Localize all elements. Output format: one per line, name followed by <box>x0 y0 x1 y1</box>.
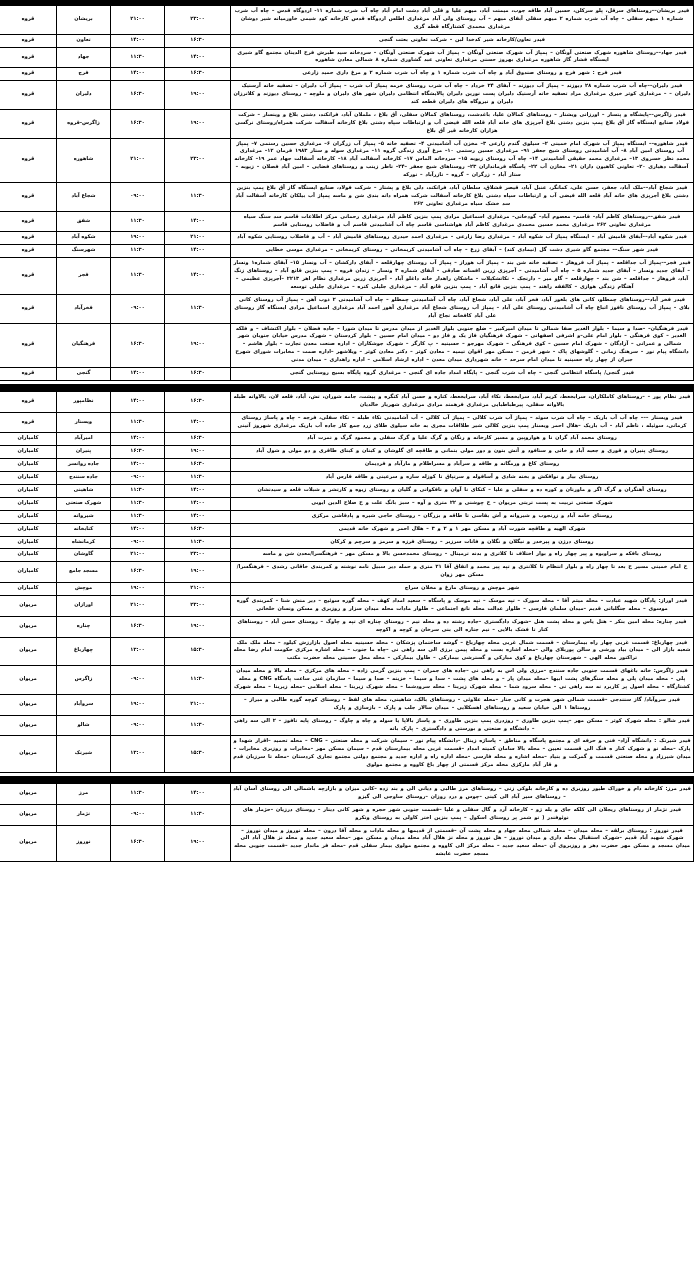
outage-end-time: ۲۱:۰۰ <box>165 583 231 596</box>
city-name: کامیاران <box>0 536 57 549</box>
outage-end-time: ۱۱:۳۰ <box>165 472 231 485</box>
outage-area-description: فیدر مرز: کارخانه دام و خوراک طیور روزبری ده و کارخانه بلوکی زنی – روستاهای مرز طالبی و دیانی الی و بند زده –کانی میزان و بازارچه باشمالی الی روستای آسان آباد – روستاهای سیر آباد الی کینی –چوس و درد روزان –روستای ساوجی الی گیزو <box>231 784 694 805</box>
table-row <box>0 536 694 549</box>
outage-start-time: ۱۶:۳۰ <box>111 562 165 583</box>
table-row <box>0 258 694 295</box>
outage-start-time: ۱۶:۳۰ <box>111 109 165 138</box>
table-row <box>0 497 694 510</box>
outage-area-description: روستای بیار و نوافکش و بخته شادی و آسافوله و سرتپاق تا کوزله ساره و سرعینی و طاقه فارس آباد <box>231 472 694 485</box>
city-name: قروه <box>0 391 57 412</box>
city-name: قروه <box>0 138 57 182</box>
feeder-name: جاده سنندج <box>57 472 111 485</box>
outage-area-description: شهر موچش و روستای مارغ و مخلان سراج <box>231 583 694 596</box>
outage-end-time: ۲۱:۰۰ <box>165 694 231 715</box>
feeder-name: اورازان <box>57 595 111 616</box>
outage-start-time: ۱۴:۰۰ <box>111 68 165 81</box>
city-name: کامیاران <box>0 446 57 459</box>
city-name: مریوان <box>0 825 57 862</box>
outage-start-time: ۲۱:۰۰ <box>111 138 165 182</box>
table-row <box>0 715 694 736</box>
outage-end-time: ۲۳:۰۰ <box>165 138 231 182</box>
outage-end-time: ۲۱:۰۰ <box>165 232 231 245</box>
outage-end-time: ۲۳:۰۰ <box>165 549 231 562</box>
outage-start-time: ۱۶:۳۰ <box>111 825 165 862</box>
outage-end-time: ۱۶:۳۰ <box>165 523 231 536</box>
feeder-name: گنجی <box>57 367 111 380</box>
feeder-name: نوروز <box>57 825 111 862</box>
page-footer-space <box>0 862 694 886</box>
outage-area-description: روستای پنیران و قوری و جعبه آباد و خانی و سنافود و آتش بتون و دور مولی بتمانی و طاقچه ای گلوشان و کبنان و کبنای طاقری و دو مولی و شول آباد <box>231 446 694 459</box>
outage-area-description: فیدر فرج : شهر فرج و روستای صندوق آباد و چاه آب شرب شماره ۱ و چاه آب شرب شماره ۲ و مرغ داری حمید زارعی <box>231 68 694 81</box>
outage-start-time: ۱۴:۰۰ <box>111 367 165 380</box>
outage-end-time: ۱۶:۳۰ <box>165 391 231 412</box>
outage-start-time: ۱۱:۳۰ <box>111 245 165 258</box>
outage-start-time: ۰۹:۰۰ <box>111 183 165 212</box>
outage-area-description: فیدر زاگرس: خانه باغهای قسمت جنوبی جاده سنندج –مرزی ولی اس به راهی نی –جاده های جمران – پمپ بنزین گرمی زاده – محله های مرکزی – محله بالا و محله میدان پلی – محله میدان پلی و محله سنگرهای پشت ابیها –محله میدان پار – و محله های پشت – سدا و سیما – خزینه – صدا و سیما – سازمان غنی ساعت پاسگاه CNG و محله کشتارگاه – محله اصول پر کاربرد نه سه راهی نی – محله سرود شما – محله شهرک زیربنا – محله سرودشما – محله شهرک زیربنا – محله اسلامی –محله زیربنا – محله شهرک <box>231 666 694 695</box>
city-name: کامیاران <box>0 472 57 485</box>
table-row <box>0 666 694 695</box>
outage-area-description: خ امام خمینی مسیر خ بعد تا چهار راه و بلوار انتظام تا کلانتری و تپه پیر محمد و اتفاق آقا ۲۱ متری و حمله دیر سبیل نامه نوشته و کمربندی خاقانی رشدی – فرهنگسرا/مسکن مهر زوان <box>231 562 694 583</box>
outage-end-time: ۱۹:۰۰ <box>165 616 231 637</box>
outage-start-time: ۱۱:۳۰ <box>111 211 165 232</box>
outage-start-time: ۱۴:۰۰ <box>111 34 165 47</box>
outage-end-time: ۱۱:۳۰ <box>165 294 231 323</box>
feeder-name: شهرک صنعتی <box>57 497 111 510</box>
city-name: مریوان <box>0 694 57 715</box>
table-row <box>0 109 694 138</box>
outage-end-time: ۱۵:۳۰ <box>165 637 231 666</box>
outage-start-time: ۱۱:۳۰ <box>111 784 165 805</box>
outage-start-time: ۰۹:۰۰ <box>111 715 165 736</box>
outage-end-time: ۱۹:۰۰ <box>165 446 231 459</box>
feeder-name: نظامپور <box>57 391 111 412</box>
outage-start-time: ۰۹:۰۰ <box>111 666 165 695</box>
outage-area-description: فیدر شالو : محله شهرک کوثر – مسکن مهر –پمپ بنزین طاوری – روزدری پمپ بنزین طاوری – و پاساژ بالاپا یا سوله و چاه و چاوگ – روستای پایه نافوز – ۲ الی سه راهی – دانشگاه و صنعتی و بورستی و دادگستری – پارک بانه <box>231 715 694 736</box>
table-row <box>0 472 694 485</box>
outage-end-time: ۲۳:۰۰ <box>165 6 231 35</box>
outage-start-time: ۲۱:۰۰ <box>111 595 165 616</box>
section-separator-bar <box>0 384 694 392</box>
city-name: مریوان <box>0 616 57 637</box>
city-name: مریوان <box>0 736 57 773</box>
table-row <box>0 583 694 596</box>
city-name: کامیاران <box>0 523 57 536</box>
feeder-name: شاهینی <box>57 484 111 497</box>
outage-area-description: روستای آهنگران و گرگ اگر و ماورنان و کوره ده و سفلی و علیا – کنکای نا آوان و نافکوانی و گلیان و روستای زیوه و کارتشر و شبلات قلعه و سیدنشان <box>231 484 694 497</box>
feeder-name: شاهوره <box>57 138 111 182</box>
outage-end-time: ۱۱:۳۰ <box>165 183 231 212</box>
outage-area-description: شهرک صنعتی تربیت به پست تربتی مریوان – خ چوشنی و ۲۲ متری و آوه – سبز بانگ علت و خ صلاح الدین ایوبی <box>231 497 694 510</box>
table-row <box>0 736 694 773</box>
outage-area-description: فیدر گنجی/ پاسگاه انتظامی گنجی – چاه آب شرب گنجی – پایگاه امداد جاده ای گنجی – مرغداری گروه پایگاه بسیج روستایی گنجی <box>231 367 694 380</box>
city-name: قروه <box>0 232 57 245</box>
city-name: مریوان <box>0 637 57 666</box>
city-name: مریوان <box>0 595 57 616</box>
city-name: کامیاران <box>0 459 57 472</box>
outage-area-description: فیدر شاهوره–– ایستگاه پمپاژ آب شهرک امام خمینی ۲– سیلوی گندم زارعی ۳– مخزن آب آشامیدنی ۴– تصفیه خانه ۵– پمپاژ آب زرگران ۶– مرغداری حسین رستمی ۷– پمپاژ آب روستای امین آباد ۸– آب آشامیدنی روستای شیخ جعفر ۹۱– مرغداری حسین رستمی ۱۰– مرغ آوری زندگی گروه ۱۱– مرغداری سوله و ستار ۱۹۸۳ فرمان ۱۲– مرغداری محمد نظر خسروی ۱۳– مرغداری محمد حقیقی آشامیدنی ۱۴– چاه آب روستای زیوبه ۱۵– سردخانه الماس ۱۷– کارخانه آسفالت آباد ۱۸– کارخانه آسفالت جهاد عمر ۱۹– کارخانه آسفالت دهیاری ۲۰– تعاونی کاهیون داران ۲۱– مخازن آب ۲۲– پاسگاه فرمانداران ۲۳– روستاهای شیخ جعفر –۲۴– ناظر زینب و روستاهای فضایی – امین آباد فصلان – زیوبه – ستار آباد – زرگران – گروه – نازرآباد – نورکه <box>231 138 694 182</box>
outage-end-time: ۱۱:۳۰ <box>165 804 231 825</box>
outage-start-time: ۰۹:۰۰ <box>111 294 165 323</box>
city-name: قروه <box>0 367 57 380</box>
table-row <box>0 595 694 616</box>
outage-start-time: ۱۱:۳۰ <box>111 510 165 523</box>
outage-end-time: ۱۱:۳۰ <box>165 666 231 695</box>
feeder-name: مسجد جامع <box>57 562 111 583</box>
table-row <box>0 6 694 35</box>
city-name: قروه <box>0 47 57 68</box>
feeder-name: فرج <box>57 68 111 81</box>
table-row <box>0 138 694 182</box>
city-name: کامیاران <box>0 583 57 596</box>
outage-end-time: ۱۶:۳۰ <box>165 68 231 81</box>
outage-start-time: ۱۴:۰۰ <box>111 459 165 472</box>
table-row <box>0 804 694 825</box>
outage-start-time: ۱۴:۰۰ <box>111 523 165 536</box>
outage-end-time: ۱۴:۰۰ <box>165 484 231 497</box>
outage-end-time: ۱۹:۰۰ <box>165 562 231 583</box>
feeder-name: پنیران <box>57 446 111 459</box>
table-row <box>0 294 694 323</box>
feeder-name: گاوشان <box>57 549 111 562</box>
table-row <box>0 183 694 212</box>
feeder-name: فخرآباد <box>57 294 111 323</box>
feeder-name: جاده روانسر <box>57 459 111 472</box>
city-name: مریوان <box>0 804 57 825</box>
outage-area-description: فیدر فرهنگیان– –صدا و سیما – بلوار الغدیر صفا شمالی تا میدان امیرکبیر – ضلع جنوبی بلوار الغدیر از میدان مدرس تا میدان شورا – جاده فضلان – بلوار اکتشاف – و فلکه الغدیر – کوی فرهنگی – بلوار امام علی–و اشرفی اصفهانی – شهرک فرهنگیان فاز یک و فاز دو – میدان امام حسین – بلوار کردستان – شهرک مدرس خیابان جنوبان شهر شمالی و عمرانی – آزادگان – شهرک امام حسین – کوی فرهنگی – شهرک مهرجو – حسینیه – پ کارگر – شهرک جوشکاران – اداره صنعت معدن تجارت – بلوار هاشم – دانشگاه پیام نور – سرهنگ زمانی – گلوشهای پاک – شهر قرمن – مسکن مهر اقوان تیمیه – معادن کوثر – دکتر معادن کوثر – ویلاشهر –اداره صمت – مخابرات شورای شهرح جبران از چهار راه حسینیه تا میدان امام سرحد – خانه شهرداری میدان معدن – اداره ارشاد اسلامی – اداره راهداری – میدان مدنی <box>231 323 694 367</box>
feeder-name: دلیران <box>57 81 111 110</box>
outage-end-time: ۱۴:۰۰ <box>165 258 231 295</box>
outage-area-description: فیدر بریشان––روستاهای سرقل، پلو سرکلن، حسین آباد طاقه جوب، میمنت آباد، میهم علیا و قلی آباد دشت امام آباد چاه آب شرب شماره ۱۱- اردوگاه قدس – چاه آب شرب شماره ۱ میهم سفلی – چاه آب شرب شماره ۲ میهم سفلی آبفای میهم – آب روستای ولی آباد مرغداری اطلس اردوگاه قدس کارخانه کود شیمی خاورمیانه شیر دوشان مرغداری محمدی کشتارگاه قطه گری <box>231 6 694 35</box>
outage-start-time: ۱۶:۳۰ <box>111 81 165 110</box>
outage-area-description: فیدر شیرنک : دانشگاه آزاد– فنی و حرفه ای و مجتمع پاسگاه و مناطق – پاساژه زینال –دانشگاه پیام نور – سیمان شرکت و محله صنعتی – CNG – محله تحمید –اقرار شهدا و پارک –محله نو و شهرک کنار ه فنگ الی قسمت تعیین – محله بالا سامان کمیته امداد –قسمت غربی محله بیمارستان قدم – سیمان مسکن مهر –مخابرات و روزبری مخابرات –میدان شیرزاد و محله صنعتی قسمت و گمرکت و بنیاد –محله اشاره و محله فارسی –محله اداره راه و اداره جدید و مجتمع دولتی مجتمع تجاری کردستان –محله تا سرزبان قدم و قار آباد مارکزی محله مرکز قسمتی از چهار باغ کاووه و مجتمع مولوی <box>231 736 694 773</box>
outage-end-time: ۱۶:۳۰ <box>165 433 231 446</box>
outage-area-description: فیدر اوراز: پادگان شهید عبادت – محله میثم آقا – محله سورک – تپه موسک – تپه موسک و پاسگاه – سعید امداد کهف – محله گوره سوئیج – دیر منش شنا – کمربندی گوره موسوی – محله جنگلبانی قدیم –میدان سلمان فارسی – طلوار عدالت محله نانغ اجتماعی – طلوار مادات محله میدان سزار و روزبری و مسکن ونسان خلخانی <box>231 595 694 616</box>
feeder-name: کتابخانه <box>57 523 111 536</box>
outage-end-time: ۱۶:۳۰ <box>165 459 231 472</box>
table-row <box>0 245 694 258</box>
city-name: قروه <box>0 258 57 295</box>
outage-end-time: ۱۵:۳۰ <box>165 736 231 773</box>
feeder-name: نژمار <box>57 804 111 825</box>
table-row <box>0 68 694 81</box>
outage-start-time: ۱۱:۳۰ <box>111 258 165 295</box>
outage-end-time: ۱۴:۰۰ <box>165 784 231 805</box>
feeder-name: چناره <box>57 616 111 637</box>
table-row <box>0 81 694 110</box>
table-row <box>0 459 694 472</box>
city-name: قروه <box>0 34 57 47</box>
feeder-name: تعاون <box>57 34 111 47</box>
feeder-name: شفق <box>57 211 111 232</box>
feeder-name: شیروانه <box>57 510 111 523</box>
feeder-name: زاگرس <box>57 666 111 695</box>
outage-start-time: ۱۴:۰۰ <box>111 391 165 412</box>
table-row <box>0 367 694 380</box>
city-name: مریوان <box>0 666 57 695</box>
outage-area-description: فیدر ویسنار ––– چاه آب آب باریک – چاه آب شرب سوئد – پمپاژ آب شرب کلالی – پمپاژ آب کلالی – آب آشامیدنی نکاء طبله – نکاء سفلی، فرجه – چاه و پاساژ روستای کرمانی، سوئیله ، ناظم آباد – آب باریک –هلال احمر ویسنار پمپ بنزین کلالی شیر طلااقات مجری به خانه سیلوی طلای زرد جمع کار جاده آب باریک مرغداری شهروز آتینی <box>231 412 694 433</box>
table-row <box>0 34 694 47</box>
feeder-name: شالو <box>57 715 111 736</box>
outage-area-description: روستای خامه آباد و زرنجوب و شیروانه و آش بقاسی تا طاقه و بزرگان – روستای حاجی شیره و پادقاشی مرکزی <box>231 510 694 523</box>
outage-end-time: ۱۹:۰۰ <box>165 323 231 367</box>
table-row <box>0 323 694 367</box>
outage-end-time: ۱۱:۳۰ <box>165 715 231 736</box>
table-row <box>0 232 694 245</box>
city-name: کامیاران <box>0 484 57 497</box>
city-name: قروه <box>0 323 57 367</box>
table-row <box>0 412 694 433</box>
feeder-name: امیرآباد <box>57 433 111 446</box>
table-row <box>0 211 694 232</box>
outage-start-time: ۱۳:۰۰ <box>111 637 165 666</box>
feeder-name: ویسنار <box>57 412 111 433</box>
outage-start-time: ۱۹:۰۰ <box>111 232 165 245</box>
outage-end-time: ۱۶:۳۰ <box>165 34 231 47</box>
table-row <box>0 446 694 459</box>
table-row <box>0 784 694 805</box>
outage-end-time: ۱۴:۰۰ <box>165 47 231 68</box>
outage-area-description: روستای بافکه و سراوبوه و پیر چهار راه و بوار اختلاف تا کلاتری و بدنه ترمینال – روستای محمدحسن بالا و مسکن مهر – فرهنگسرا/معدن شن و ماسه <box>231 549 694 562</box>
outage-start-time: ۱۱:۳۰ <box>111 412 165 433</box>
feeder-name: شیرنک <box>57 736 111 773</box>
city-name: قروه <box>0 6 57 35</box>
city-name: قروه <box>0 68 57 81</box>
outage-area-description: فیدر تعاون/کارخانه شیر کدخدا لبن – شرکت تعاونی بعثت گنجی <box>231 34 694 47</box>
outage-start-time: ۱۶:۳۰ <box>111 323 165 367</box>
feeder-name: شجاع آباد <box>57 183 111 212</box>
city-name: مریوان <box>0 715 57 736</box>
outage-area-description: فیدر شجاع آباد––ملک آباد، جعفر، حسن علی، کمانگر، عنبل آباد، قیصر قشلاق، سلطان آباد، فرانکند، دلی بلاغ و پشتار – شرکت فولاد، صنایع ایستگاه گاز آق بلاغ پمپ بنزین دشتی بلاغ آجرپزی های خانه آباد قلعه الله فیضی آب و ارتباطات سپاه دشتی بلاغ کارخانه آسفالت شرکت همراه دانه بندی شن و ماسه پمپاژ آب بیلکان کارخانه آسفالت آباد سد خشک سیاه مرغداری تعاونی ۲۶۲ <box>231 183 694 212</box>
feeder-name: فجر <box>57 258 111 295</box>
city-name: قروه <box>0 109 57 138</box>
city-name: کامیاران <box>0 510 57 523</box>
outage-end-time: ۱۹:۰۰ <box>165 825 231 862</box>
feeder-name: شهرسنگ <box>57 245 111 258</box>
city-name: قروه <box>0 294 57 323</box>
outage-end-time: ۱۱:۳۰ <box>165 536 231 549</box>
table-row <box>0 484 694 497</box>
feeder-name: جهاد <box>57 47 111 68</box>
outage-area-description: فیدر فخر آباد––روستاهای چمطلو، کانی های بلغور آباد، فخر آباد، علی آباد، شجاع آباد، چاه آب آشامیدنی چمطلو – چاه آب آشامیدنی ۲ ذوب آهن – پمپاژ آب روستای کانی بلای – پمپاژ آب روستای نافوز اتباع چاه آب آشامیدنی روستای علی آباد – پمپاژ آب روستای شجاع آباد مرغداری آهور احمد آباد مرغداری اسماعیل مرادی ایستگاه گاز روستای علی آباد کافخانه نجاح آباد <box>231 294 694 323</box>
table-row <box>0 510 694 523</box>
outage-area-description: روستای درژن و پیرخدر و نیگلان و نگلان و فانات سرزبر – روستای فرزه و سرمز و سرچم و کرکان <box>231 536 694 549</box>
table-row <box>0 391 694 412</box>
outage-area-description: فیدر نظام پور – –روستاهای کاملکاران، سرابخعط، کریم آباد، سرابخعط، نکاء آباد، سرابخعط، کناره و حسن آباد کنگره و پیشت، جامه شوران، تش، آباد، قلعه لان، بالاوانه طبله بالاوانه سفلی، پیرطباطبایی مرغداری فرهمند مرادی مرغداری شهریار خالدیان <box>231 391 694 412</box>
outage-area-description: روستای کاغ و ورمگانه و طاقه و سرآباد و مسراطلام و مارآباد و فردیمان <box>231 459 694 472</box>
table-row <box>0 47 694 68</box>
table-row <box>0 433 694 446</box>
feeder-name: چهارباغ <box>57 637 111 666</box>
feeder-name: مرز <box>57 784 111 805</box>
outage-end-time: ۱۹:۰۰ <box>165 81 231 110</box>
outage-area-description: شهرک الهیه و طاقچه شورت آباد و مسکن مهر ۱ و ۲ و ۳ – هلال احمر و شهرک خانه قدیمی <box>231 523 694 536</box>
feeder-name: زاگرس-قروه <box>57 109 111 138</box>
outage-start-time: ۱۱:۳۰ <box>111 47 165 68</box>
city-name: قروه <box>0 412 57 433</box>
city-name: قروه <box>0 245 57 258</box>
outage-area-description: فیدر شهر سنگ–– مجتمع گاو شیری دشت گل (نیمادی کند) – آبفای زرع – چاه آب آشامیدنی کریمخانی – روستای کریمخانی – مرغداری موسی خطایی <box>231 245 694 258</box>
outage-area-description: روستای محمد آباد گران نا و هواروپین و مسیر کارخانه و رنگان و گرگ علیا و گرگ سفلی و محمود گرگ و نمرت آباد <box>231 433 694 446</box>
city-name: کامیاران <box>0 562 57 583</box>
outage-area-description: فیدر زاگرس––پایشگاه و پتسار – اورزانی ویشنار – روستاهای کمالان علیا، باغدشت، روستاهای کمالان سفلی، آق بلاغ ، ململان آباد، فرانکند، دشتی بلاغ و وینسار – شرکت فولاد صنایع ایستگاه گاز آق بلاغ پمپ بنزین دشتی بلاغ آجرپزی های خانه آباد قلعه الله فیضی آب و ارتباطات سپاه دشتی بلاغ کارخانه آسفالت شرکت همراه/روستای نرگسی هزاران کارخانه قیر آق بلاغ <box>231 109 694 138</box>
outage-end-time: ۱۹:۰۰ <box>165 109 231 138</box>
outage-end-time: ۱۶:۳۰ <box>165 367 231 380</box>
city-name: کامیاران <box>0 497 57 510</box>
outage-start-time: ۱۱:۳۰ <box>111 497 165 510</box>
outage-area-description: فیدر چناره: محله امین بنکر – هتل یاس و محله پشت هتل –شهرک دادگستری –جاده رشته ده و محله نیم – روستای چناره ای تپه و چاوگ – روستای حسن آباد – روستاهای کنار تا فشک بالایی – نیم جناره الی بنی سرخان و کوچه و اکوچه <box>231 616 694 637</box>
feeder-name: کرمانشاه <box>57 536 111 549</box>
city-name: کامیاران <box>0 549 57 562</box>
outage-start-time: ۱۱:۳۰ <box>111 484 165 497</box>
table-row <box>0 616 694 637</box>
outage-start-time: ۱۶:۳۰ <box>111 616 165 637</box>
table-row <box>0 637 694 666</box>
feeder-name: شکوه آباد <box>57 232 111 245</box>
outage-area-description: فیدر چهارباغ: قسمت غربی چهار راه بیمارستان – قسمت شمال غربی محله چهارباغ – گوشه ساختمان پزشکان – محله حسینیه محله اصول بازارزش کیلود – محله ملک ملک شعبه بازار الی – میدان بیاد ورشی و سالن پوربلای والی –محله اشاره بست و محله پیمن برزی الی سه راهی نی –چاه ما جنوب – محله اشاره مرکزی حکومت امام رضا محله تراکتور محله الهی – شهرستان چهارباغ و کوی مبارکی و گسترشی بیمارکی – طاول بیمارکی – محله محل حسینی محله حضرت مکتب <box>231 637 694 666</box>
feeder-name: موچش <box>57 583 111 596</box>
outage-start-time: ۲۱:۰۰ <box>111 549 165 562</box>
outage-start-time: ۱۶:۳۰ <box>111 446 165 459</box>
table-row <box>0 825 694 862</box>
outage-area-description: فیدر شفق––روستاهای کاظم آباد– قاسم– معصوم آباد– گودخانی– مرغداری اسماعیل مرادی پمپ بنزین کاظم آباد مرغداری رحمانی مرکز اطلاعات قاسم سد سنگ سیاه مرغداری تعاونی ۲۶۲ مرغداری محمد حسین محمدی مرغداری کاظم آباد هواشناسی قاسم چاه آب آشامیدنی قاسم آب و فاضلاب روستایی قاسم <box>231 211 694 232</box>
outage-end-time: ۱۴:۰۰ <box>165 211 231 232</box>
outage-end-time: ۱۴:۰۰ <box>165 510 231 523</box>
table-row <box>0 562 694 583</box>
outage-start-time: ۲۱:۰۰ <box>111 6 165 35</box>
outage-start-time: ۰۹:۰۰ <box>111 536 165 549</box>
city-name: مریوان <box>0 784 57 805</box>
section-separator <box>0 776 694 784</box>
outage-area-description: فیدر نوروز : روستای برلقه – محله میدان – محله شمالی محله جهاد و محله پشت آن –قسمتی از قدیمها و محله مادات و محله آقا درون – محله نوروز و میدان نوروز – شهرک شهید آباد قدیم –شهرک استقبال محله داری و میدان نوروز – هل نوروز و محله نز هلال آباد محله میدان و مسکن مهر –محله سعید جدید و محله نز هلال آباد الی میدان مسجد و مسکن مهر حضرت دهر و روزبروی آن –محله سعید جدید – محله مرکز الی کاووه و مجتمع مولوی بیمار سفلی قدم –محله فر ماندار جدید –قسمت جنوبی محله مسجد حضرت عابشه <box>231 825 694 862</box>
outage-area-description: فیدر فجر––پمپاژ آب جداقلعه – پمپاژ آب فروهاز – تصفیه خانه شن بند – پمپاژ آب هوراز – پمپاژ آب روستای چهارقلعه – آبفای دارکشان – آب ونسار ۱۵– آبفای شماره۱ ونسار – آبفای جدید ونسار – آبفای جدید شماره ۵ – چاه آب آشامیدنی – آجرپزی زرین افسانه صادقی – آبفای شماره ۳ ونسار – زندان فروه – پمپ بنزین قانع آباد – روستاهای زنگ آباد، فروهاز – جداقلعه – شن بند – چهارقلعه – گاو میر – دارنجک – نکاتشکیلات – ماشکان راهدار خانه داغلو آباد – آجرپزی زرین مرغداری نظام اهر ۲۲۱۳ –آجرپزی عظیمی – آهنگام زندگی هوازی – کالفقه راهند – پمپ بنزین قانع آباد – پمپ بنزین قانع آباد – مرغداری جلیلی کنره – مرغداری جلیلی توسعه <box>231 258 694 295</box>
city-name: قروه <box>0 81 57 110</box>
city-name: قروه <box>0 183 57 212</box>
outage-start-time: ۰۹:۰۰ <box>111 804 165 825</box>
city-name: قروه <box>0 211 57 232</box>
outage-end-time: ۱۴:۰۰ <box>165 412 231 433</box>
outage-start-time: ۱۹:۰۰ <box>111 583 165 596</box>
outage-end-time: ۱۴:۰۰ <box>165 245 231 258</box>
outage-end-time: ۲۳:۰۰ <box>165 595 231 616</box>
city-name: کامیاران <box>0 433 57 446</box>
outage-area-description: فیدر جهاد––روستای شاهوره شهرک صنعتی آونگان – پمپاژ آب شهرک صنعتی آونگان – پمپاژ آب شهرک صنعتی آونگان – سردخانه سید طبرش فرخ الدینان مجتمع گاو شیری ایستگاه فشار گاز شاهوره مرغداری بهروز حسنی مرغداری تعاونی عبد گشاوری شماره ۸ شمالی معادن شاهوره <box>231 47 694 68</box>
outage-area-description: فیدر نژمار از روستاهای ریجلان الی کلکه جای و یله ژو – کارخانه آرد و گال سفلی و علیا –قسمت جنوبی شهر حجره و شهر کانی دینار – روستای درزیان –حژمار های نوئوفندر ( تو شمر پر روستای اسکول – پمپ بنزین اختر کاولی به روستای ونکرو <box>231 804 694 825</box>
outage-end-time: ۱۴:۰۰ <box>165 497 231 510</box>
section-separator-bar <box>0 776 694 784</box>
feeder-name: بریشان <box>57 6 111 35</box>
outage-area-description: فیدر دلیران––چاه آب شرب شماره ۲۸ دیوزند – پمپاژ آب دیوزند – آبفای ۲۴ خرداد – چاه آب شرب روستای خرمه پمپاژ آب شرب – پمپاژ آب دلیران – تصفیه خانه آرسنیک دلیران – – مرغداری کوثر خیری مرغداری مراد تصفیه خانه آرسنیک دلیران پست نورین دلیران پالایشگاه انتظامی دلیران شهر های دلیران و ملوچه – روستای دیوزند و کلاترزان دلیران و نیروگاه های دلیران قطعه کند <box>231 81 694 110</box>
feeder-name: سروآباد <box>57 694 111 715</box>
outage-area-description: فیدر سروآباد/ گاز سنندجی –قسمت شمالی شهر هجرت و کانی جنار –محله علاوئی – روستاهای بالک، شاهینی، محله های لفظ – روستای کوچه گوره طالبی و میراز – روستاها ۱ الی خیابان سعید و روستاهای اهسکلایی – میدان سالار جلب و پارک – بازسازی و پارک <box>231 694 694 715</box>
table-row <box>0 694 694 715</box>
section-separator <box>0 384 694 392</box>
table-row <box>0 523 694 536</box>
outage-start-time: ۰۹:۰۰ <box>111 472 165 485</box>
feeder-name: فرهنگیان <box>57 323 111 367</box>
outage-area-description: فیدر شکوه آباد––آبفای قامیش آباد – ایستگاه پمپاژ آب شکوه آباد – مرغداری رضا زارعی – مرغداری احمد حیدری روستاهای قامیش آباد – آب و فاضلاب روستایی شکوه آباد <box>231 232 694 245</box>
outage-start-time: ۱۹:۰۰ <box>111 694 165 715</box>
outage-start-time: ۱۳:۰۰ <box>111 736 165 773</box>
table-row <box>0 549 694 562</box>
outage-start-time: ۱۴:۰۰ <box>111 433 165 446</box>
